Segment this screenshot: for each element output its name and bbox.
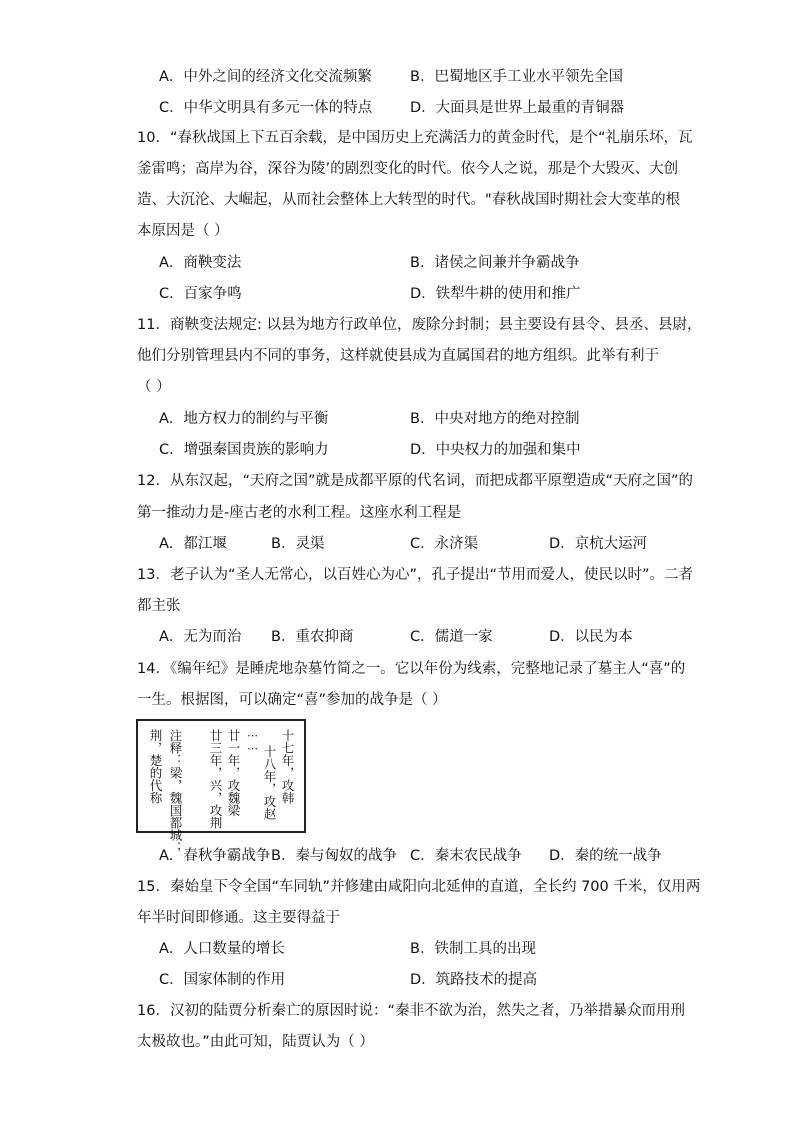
bamboo-slip-figure [136, 719, 306, 854]
q13-option-a: A．无为而治 [159, 629, 242, 645]
q11-option-b: B．中央对地方的绝对控制 [410, 411, 580, 427]
q12-option-c: C．永济渠 [410, 536, 479, 552]
q13-option-d: D．以民为本 [549, 629, 633, 645]
q11-option-c: C．增强秦国贵族的影响力 [159, 442, 329, 458]
q11-option-a: A．地方权力的制约与平衡 [159, 411, 329, 427]
q9-option-d: D．大面具是世界上最重的青铜器 [410, 100, 625, 116]
q11-stem-line-2: 他们分别管理县内不同的事务，这样就使县成为直属国君的地方组织。此举有利于 [137, 348, 659, 364]
q11-stem-line-3: （ ） [137, 379, 171, 395]
figure-column-3: ⋯⋯ [246, 729, 259, 755]
q12-stem-line-2: 第一推动力是-座古老的水利工程。这座水利工程是 [137, 505, 462, 521]
figure-column-6: 注释：梁，魏国都城； [168, 729, 183, 854]
q11-option-d: D．中央权力的加强和集中 [410, 442, 581, 458]
q12-option-d: D．京杭大运河 [549, 536, 648, 552]
q15-option-d: D．筑路技术的提高 [410, 972, 538, 988]
q10-stem-line-4: 本原因是（ ） [137, 223, 229, 239]
q12-option-a: A．都江堰 [159, 536, 227, 552]
q16-stem-line-1: 16．汉初的陆贾分析秦亡的原因时说：“秦非不欲为治，然失之者，乃举措暴众而用刑 [137, 1003, 685, 1019]
q15-option-c: C．国家体制的作用 [159, 972, 286, 988]
q10-option-c: C．百家争鸣 [159, 286, 242, 302]
q14-option-c: C．秦末农民战争 [410, 848, 522, 864]
q14-option-b: B．秦与匈奴的战争 [271, 848, 397, 864]
figure-column-5: 廿三年，兴，攻荆 [208, 729, 223, 829]
q14-stem-line-2: 一生。根据图，可以确定“喜”参加的战争是（ ） [137, 692, 447, 708]
q9-option-a: A．中外之间的经济文化交流频繁 [159, 69, 372, 85]
q14-stem-line-1: 14．《编年纪》是睡虎地杂墓竹简之一。它以年份为线索，完整地记录了墓主人“喜”的 [137, 661, 686, 677]
q14-option-d: D．秦的统一战争 [549, 848, 662, 864]
q13-stem-line-1: 13．老子认为“圣人无常心，以百姓心为心”，孔子提出“节用而爱人，使民以时”。二者 [137, 567, 693, 583]
q10-option-b: B．诸侯之间兼并争霸战争 [410, 255, 580, 271]
q10-stem-line-2: 釜雷鸣；高岸为谷，深谷为陵’的剧烈变化的时代。依今人之说，那是个大毁灭、大创 [137, 161, 679, 177]
q13-option-b: B．重农抑商 [271, 629, 354, 645]
figure-column-4: 廿一年，攻魏梁 [226, 729, 241, 817]
q12-option-b: B．灵渠 [271, 536, 325, 552]
q13-option-c: C．儒道一家 [410, 629, 493, 645]
q16-stem-line-2: 太极故也。”由此可知，陆贾认为（ ） [137, 1034, 374, 1050]
figure-column-1: 十七年，攻韩 [280, 729, 295, 804]
figure-column-7: 荆，楚的代称 [148, 729, 163, 804]
q15-stem-line-1: 15．秦始皇下令全国“车同轨”并修建由咸阳向北延伸的直道，全长约 700 千米，仅用两 [137, 879, 701, 895]
q15-stem-line-2: 年半时间即修通。这主要得益于 [137, 910, 340, 926]
q9-option-c: C．中华文明具有多元一体的特点 [159, 100, 373, 116]
q14-option-a: A．春秋争霸战争 [159, 848, 271, 864]
q15-option-b: B．铁制工具的出现 [410, 941, 536, 957]
q11-stem-line-1: 11．商鞅变法规定: 以县为地方行政单位，废除分封制；县主要设有县令、县丞、县尉， [137, 317, 702, 333]
q13-stem-line-2: 都主张 [137, 598, 181, 614]
q9-option-b: B．巴蜀地区手工业水平领先全国 [410, 69, 623, 85]
q10-stem-line-3: 造、大沉沦、大崛起，从而社会整体上大转型的时代。"春秋战国时期社会大变革的根 [137, 192, 681, 208]
q10-stem-line-1: 10．“春秋战国上下五百余载，是中国历史上充满活力的黄金时代，是个“礼崩乐坏，瓦 [137, 130, 693, 146]
q12-stem-line-1: 12．从东汉起，“天府之国”就是成都平原的代名词，而把成都平原塑造成“天府之国”的 [137, 473, 693, 489]
q10-option-a: A．商鞅变法 [159, 255, 242, 271]
q15-option-a: A．人口数量的增长 [159, 941, 285, 957]
figure-column-2: 十八年，攻赵 [262, 745, 277, 820]
q10-option-d: D．铁犁牛耕的使用和推广 [410, 286, 581, 302]
